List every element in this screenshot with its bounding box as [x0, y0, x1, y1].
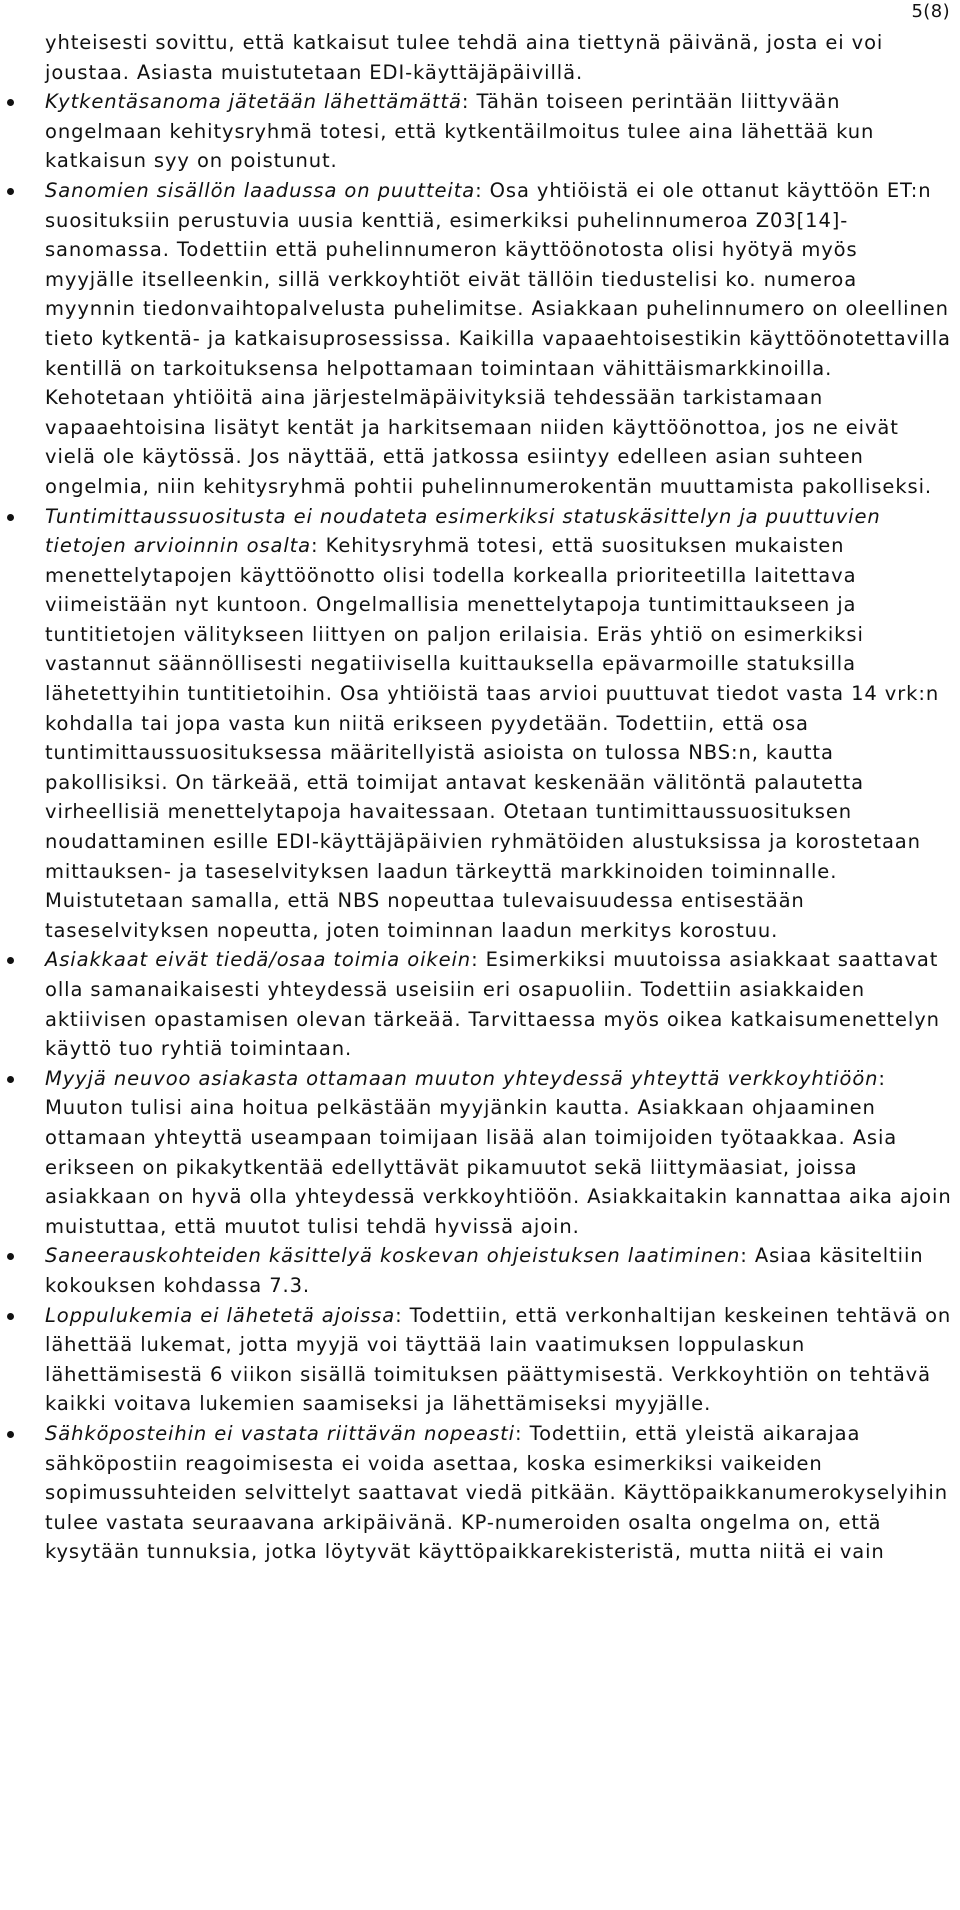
issue-list	[0, 87, 960, 1567]
page-number: 5(8)	[911, 1, 950, 22]
list-item	[0, 176, 960, 502]
list-item	[0, 1301, 960, 1419]
bullet-icon	[7, 514, 14, 521]
bullet-icon	[7, 1313, 14, 1320]
item-text: : Todettiin, että verkonhaltijan keskeinen tehtävä on lähettää lukemat, jotta myyjä voi täyttää lain vaatimuksen loppulaskun lähettämisestä 6 viikon sisällä toimituksen päättymisestä. Verkkoyhtiön on tehtävä kaikki voitava lukemien saamiseksi ja lähettämiseksi myyjälle.	[45, 1303, 952, 1416]
list-item	[0, 1064, 960, 1242]
item-text: : Asiaa käsiteltiin kokouksen kohdassa 7.3.	[45, 1244, 924, 1297]
item-topic: Asiakkaat eivät tiedä/osaa toimia oikein	[45, 948, 472, 972]
item-text: : Esimerkiksi muutoissa asiakkaat saattavat olla samanaikaisesti yhteydessä useisiin eri osapuoliin. Todettiin asiakkaiden aktiivisen opastamisen olevan tärkeää. Tarvittaessa myös oikea katkaisumenettelyn käyttö tuo ryhtiä toimintaan.	[45, 948, 940, 1061]
bullet-icon	[7, 1076, 14, 1083]
item-topic: Sanomien sisällön laadussa on puutteita	[45, 178, 476, 202]
item-text: : Kehitysryhmä totesi, että suosituksen mukaisten menettelytapojen käyttöönotto olisi todella korkealla prioriteetilla laitettava viimeistään nyt kuntoon. Ongelmallisia menettelytapoja tuntimittaukseen ja tuntitietojen välitykseen liittyen on paljon erilaisia. Eräs yhtiö on esimerkiksi vastannut säännöllisesti negatiivisella kuittauksella epävarmoille statuksilla lähetettyihin tuntitietoihin. Osa yhtiöistä taas arvioi puuttuvat tiedot vasta 14 vrk:n kohdalla tai jopa vasta kun niitä erikseen pyydetään. Todettiin, että osa tuntimittaussuosituksessa määritellyistä asioista on tulossa NBS:n, kautta pakollisiksi. On tärkeää, että toimijat antavat keskenään välitöntä palautetta virheellisiä menettelytapoja havaitessaan. Otetaan tuntimittaussuosituksen noudattaminen esille EDI-käyttäjäpäivien ryhmätöiden alustuksissa ja korostetaan mittauksen- ja taseselvityksen laadun tärkeyttä markkinoiden toiminnalle. Muistutetaan samalla, että NBS nopeuttaa tulevaisuudessa entisestään taseselvityksen nopeutta, joten toiminnan laadun merkitys korostuu.	[45, 534, 940, 942]
list-item	[0, 1419, 960, 1567]
item-topic: Sähköposteihin ei vastata riittävän nopeasti	[45, 1421, 515, 1445]
bullet-icon	[7, 1253, 14, 1260]
item-text: : Tähän toiseen perintään liittyvään ongelmaan kehitysryhmä totesi, että kytkentäilmoitus tulee aina lähettää kun katkaisun syy on poistunut.	[45, 90, 875, 173]
list-item	[0, 87, 960, 176]
bullet-icon	[7, 1431, 14, 1438]
item-topic: Saneerauskohteiden käsittelyä koskevan ohjeistuksen laatiminen	[45, 1244, 741, 1268]
item-text: : Todettiin, että yleistä aikarajaa sähköpostiin reagoimisesta ei voida asettaa, koska esimerkiksi vaikeiden sopimussuhteiden selvittelyt saattavat viedä pitkään. Käyttöpaikkanumerokyselyihin tulee vastata seuraavana arkipäivänä. KP-numeroiden osalta ongelma on, että kysytään tunnuksia, jotka löytyvät käyttöpaikkarekisteristä, mutta niitä ei vain	[45, 1421, 948, 1564]
item-topic: Tuntimittaussuositusta ei noudateta esimerkiksi statuskäsittelyn ja puuttuvien tietojen arvioinnin osalta	[45, 504, 881, 558]
document-body	[0, 28, 960, 1567]
bullet-icon	[7, 957, 14, 964]
continued-paragraph: yhteisesti sovittu, että katkaisut tulee tehdä aina tiettynä päivänä, josta ei voi joustaa. Asiasta muistutetaan EDI-käyttäjäpäivillä.	[45, 31, 884, 84]
item-text: : Osa yhtiöistä ei ole ottanut käyttöön ET:n suosituksiin perustuvia uusia kenttiä, esimerkiksi puhelinnumeroa Z03[14]-sanomassa. Todettiin että puhelinnumeron käyttöönotosta olisi hyötyä myös myyjälle itselleenkin, sillä verkkoyhtiöt eivät tällöin tiedustelisi ko. numeroa myynnin tiedonvaihtopalvelusta puhelimitse. Asiakkaan puhelinnumero on oleellinen tieto kytkentä- ja katkaisuprosessissa. Kaikilla vapaaehtoisestikin käyttöönotettavilla kentillä on tarkoituksensa helpottamaan toimintaan vähittäismarkkinoilla. Kehotetaan yhtiöitä aina järjestelmäpäivityksiä tehdessään tarkistamaan vapaaehtoisina lisätyt kentät ja harkitsemaan niiden käyttöönottoa, jos ne eivät vielä ole käytössä. Jos näyttää, että jatkossa esiintyy edelleen asian suhteen ongelmia, niin kehitysryhmä pohtii puhelinnumerokentän muuttamista pakolliseksi.	[45, 178, 951, 498]
list-item	[0, 1241, 960, 1300]
list-item	[0, 502, 960, 946]
item-text: : Muuton tulisi aina hoitua pelkästään myyjänkin kautta. Asiakkaan ohjaaminen ottamaan yhteyttä useampaan toimijaan lisää alan toimijoiden työtaakkaa. Asia erikseen on pikakytkentää edellyttävät pikamuutot sekä liittymäasiat, joissa asiakkaan on hyvä olla yhteydessä verkkoyhtiöön. Asiakkaitakin kannattaa aika ajoin muistuttaa, että muutot tulisi tehdä hyvissä ajoin.	[45, 1066, 952, 1238]
list-item	[0, 945, 960, 1063]
item-topic: Myyjä neuvoo asiakasta ottamaan muuton yhteydessä yhteyttä verkkoyhtiöön	[45, 1066, 879, 1090]
item-topic: Loppulukemia ei lähetetä ajoissa	[45, 1303, 396, 1327]
bullet-icon	[7, 99, 14, 106]
bullet-icon	[7, 188, 14, 195]
item-topic: Kytkentäsanoma jätetään lähettämättä	[45, 90, 462, 114]
